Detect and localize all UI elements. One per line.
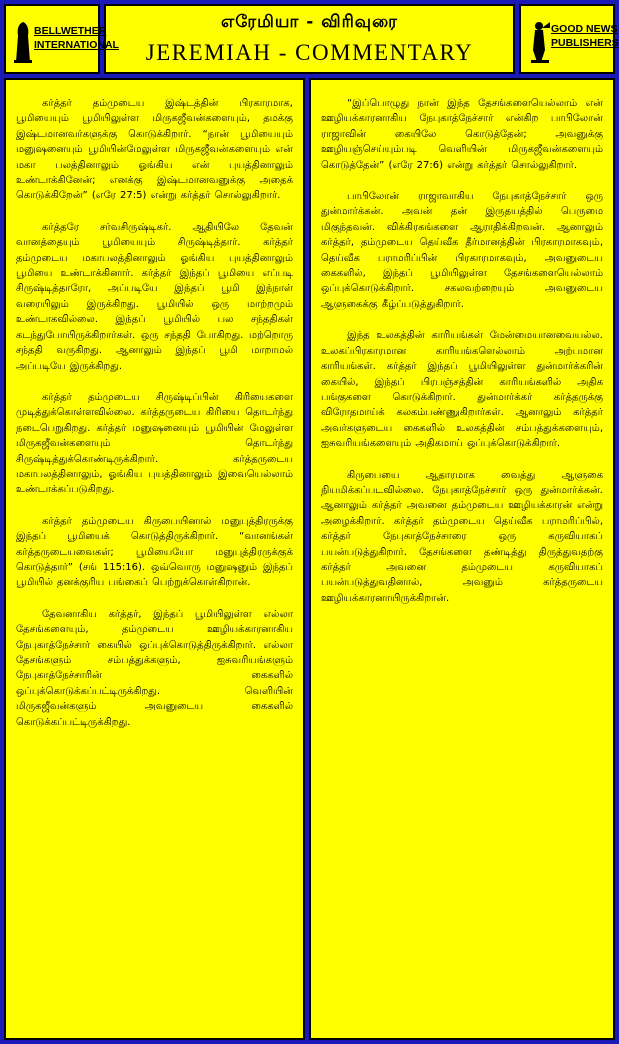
title-box	[104, 4, 515, 74]
paragraph: கிருபையை ஆதாரமாக வைத்து ஆளுகை நியமிக்கப்படவில்லை. நேபுகாத்நேச்சார் ஒரு துன்மார்க்கன். ஆனாலும் கர்த்தர் அவனை தம்முடைய ஊழியக்காரன் என்று அழைக்கிறார். கர்த்தர் தம்முடைய தெய்வீக பராமரிப்பில், கர்த்தர் நேபுகாத்நேச்சாரை ஒரு கருவியாகப் பயன்படுத்துகிறார். தேசங்களை தண்டித்து திருத்துவதற்கு கர்த்தர் அவனை தம்முடைய கருவியாகப் பயன்படுத்துவதினால், அவனும் கர்த்தருடைய ஊழியக்காரனாயிருக்கிறான்.	[321, 469, 603, 604]
left-column	[4, 78, 305, 1040]
paragraph: கர்த்தர் தம்முடைய சிருஷ்டிப்பின் கிரியைகளை முடித்துக்கொள்ளவில்லை. கர்த்தருடைய கிரியை தொடர்ந்து நடைபெறுகிறது. கர்த்தர் மனுஷனையும் பூமியின் மேலுள்ள மிருகஜீவன்களையும் தொடர்ந்து சிருஷ்டித்துக்கொண்டிருக்கிறார். கர்த்தருடைய மகாபலத்தினாலும், ஓங்கிய புயத்தினாலும் இவையெல்லாம் உண்டாக்கப்படுகிறது.	[16, 391, 293, 496]
right-logo-text	[551, 22, 619, 50]
left-logo-line1: BELLWETHER	[34, 25, 107, 37]
page-title-tamil: எரேமியா - விரிவுரை	[221, 12, 398, 32]
paragraph: தேவனாகிய கர்த்தர், இந்தப் பூமியிலுள்ள எல்லா தேசங்களையும், தம்முடைய ஊழியக்காரனாகிய நேபுகாத்நேச்சார் கையில் ஒப்புக்கொடுத்திருக்கிறார். எல்லா தேசங்களும் சம்பத்துக்களும், ஐசுவரியங்களும் நேபுகாத்நேச்சாரின் கைகளில் ஒப்புக்கொடுக்கப்பட்டிருக்கிறது. வெளியின் மிருகஜீவன்களும் அவனுடைய கைகளில் கொடுக்கப்பட்டிருக்கிறது.	[16, 608, 293, 728]
hooded-figure-icon	[14, 20, 32, 64]
paragraph: கர்த்தர் தம்முடைய கிருபையினால் மனுபுத்திரருக்கு இந்தப் பூமியைக் கொடுத்திருக்கிறார். “வானங்கள் கர்த்தருடையவைகள்; பூமியையோ மனுபுத்திரருக்குக் கொடுத்தார்” (சங் 115:16). ஒவ்வொரு மனுஷனும் இந்தப் பூமியில் தனக்குரிய பங்கைப் பெற்றுக்கொள்கிறான்.	[16, 515, 293, 589]
paragraph: பாபிலோன் ராஜாவாகிய நேபுகாத்நேச்சார் ஒரு துன்மார்க்கன். அவன் தன் இருதயத்தில் பெருமை மிகுந்தவன். விக்கிரகங்களை ஆராதிக்கிறவன். ஆனாலும் கர்த்தர், தம்முடைய தெய்வீக தீர்மானத்தின் பிரகாரமாகவும், தெய்வீக பராமரிப்பின் பிரகாரமாகவும், அவனுடைய கைகளில், இந்தப் பூமியிலுள்ள தேசங்களையெல்லாம் ஒப்புக்கொடுக்கிறார். சகலவற்றையும் அவனுடைய ஆளுகைக்கு கீழ்ப்படுத்துகிறார்.	[321, 191, 603, 310]
paragraph: கர்த்தர் தம்முடைய இஷ்டத்தின் பிரகாரமாக, பூமியையும் பூமியிலுள்ள மிருகஜீவன்களையும், தமக்கு இஷ்டமானவர்களுக்கு கொடுக்கிறார். “நான் பூமியையும் மனுஷனையும் பூமியின்மேலுள்ள மிருகஜீவன்களையும் என் மகா பலத்தினாலும் ஓங்கிய என் புயத்தினாலும் உண்டாக்கினேன்; எனக்கு இஷ்டமானவனுக்கு அதைக் கொடுக்கிறேன்” (எரே 27:5) என்று கர்த்தர் சொல்லுகிறார்.	[16, 98, 293, 202]
right-column	[309, 78, 615, 1040]
good-news-logo	[519, 4, 619, 74]
trumpet-figure-icon	[531, 20, 551, 64]
paragraph: இந்த உலகத்தின் காரியங்கள் மேன்மையானவையல்ல. உலகப்பிரகாரமான காரியங்களெல்லாம் அற்பமான காரியங்கள். கர்த்தர் இந்தப் பூமியிலுள்ள துன்மார்க்கரின் கையில், இந்தப் பிரபஞ்சத்தின் காரியங்களில் அதிக பங்குகளை கொடுக்கிறார். துன்மார்க்கர் கர்த்தருக்கு விரோதமாய்க் கலகம்பண்ணுகிறார்கள். ஆனாலும் கர்த்தர் அவர்களுடைய கைகளில் உலகத்தின் சம்பத்துக்களையும், ஐசுவரியங்களையும் அதிகமாய் ஒப்புக்கொடுக்கிறார்.	[321, 330, 603, 450]
paragraph: கர்த்தரே சர்வசிருஷ்டிகர். ஆதியிலே தேவன் வானத்தையும் பூமியையும் சிருஷ்டித்தார். கர்த்தர் தம்முடைய மகாபலத்தினாலும் ஓங்கிய புயத்தினாலும் பூமியை உண்டாக்கினார். கர்த்தர் இந்தப் பூமியை எப்படி சிருஷ்டித்தாரோ, அப்படியே இந்தப் பூமி இந்நாள் வரையிலும் இருக்கிறது. பூமியில் ஒரு மாற்றமும் உண்டாகவில்லை. இந்தப் பூமியில் பல சந்ததிகள் கடந்துபோயிருக்கிறார்கள். ஒரு சந்ததி போகிறது. மற்றொரு சந்ததி வருகிறது. ஆனாலும் இந்தப் பூமி மாறாமல் அப்படியே இருக்கிறது.	[16, 221, 293, 372]
bellwether-logo	[4, 4, 119, 74]
left-logo-line2: INTERNATIONAL	[34, 39, 119, 51]
right-logo-line2: PUBLISHERS	[551, 37, 619, 49]
paragraph: “இப்பொழுது நான் இந்த தேசங்களையெல்லாம் என் ஊழியக்காரனாகிய நேபுகாத்நேச்சார் என்கிற பாபிலோன் ராஜாவின் கையிலே கொடுத்தேன்; அவனுக்கு ஊழியஞ்செய்யும்படி வெளியின் மிருகஜீவன்களையும் கொடுத்தேன்” (எரே 27:6) என்று கர்த்தர் சொல்லுகிறார்.	[321, 98, 603, 171]
left-logo-text	[34, 24, 119, 52]
page-title-english: JEREMIAH - COMMENTARY	[145, 40, 474, 65]
right-logo-line1: GOOD NEWS	[551, 23, 618, 35]
header-bar	[4, 4, 619, 74]
